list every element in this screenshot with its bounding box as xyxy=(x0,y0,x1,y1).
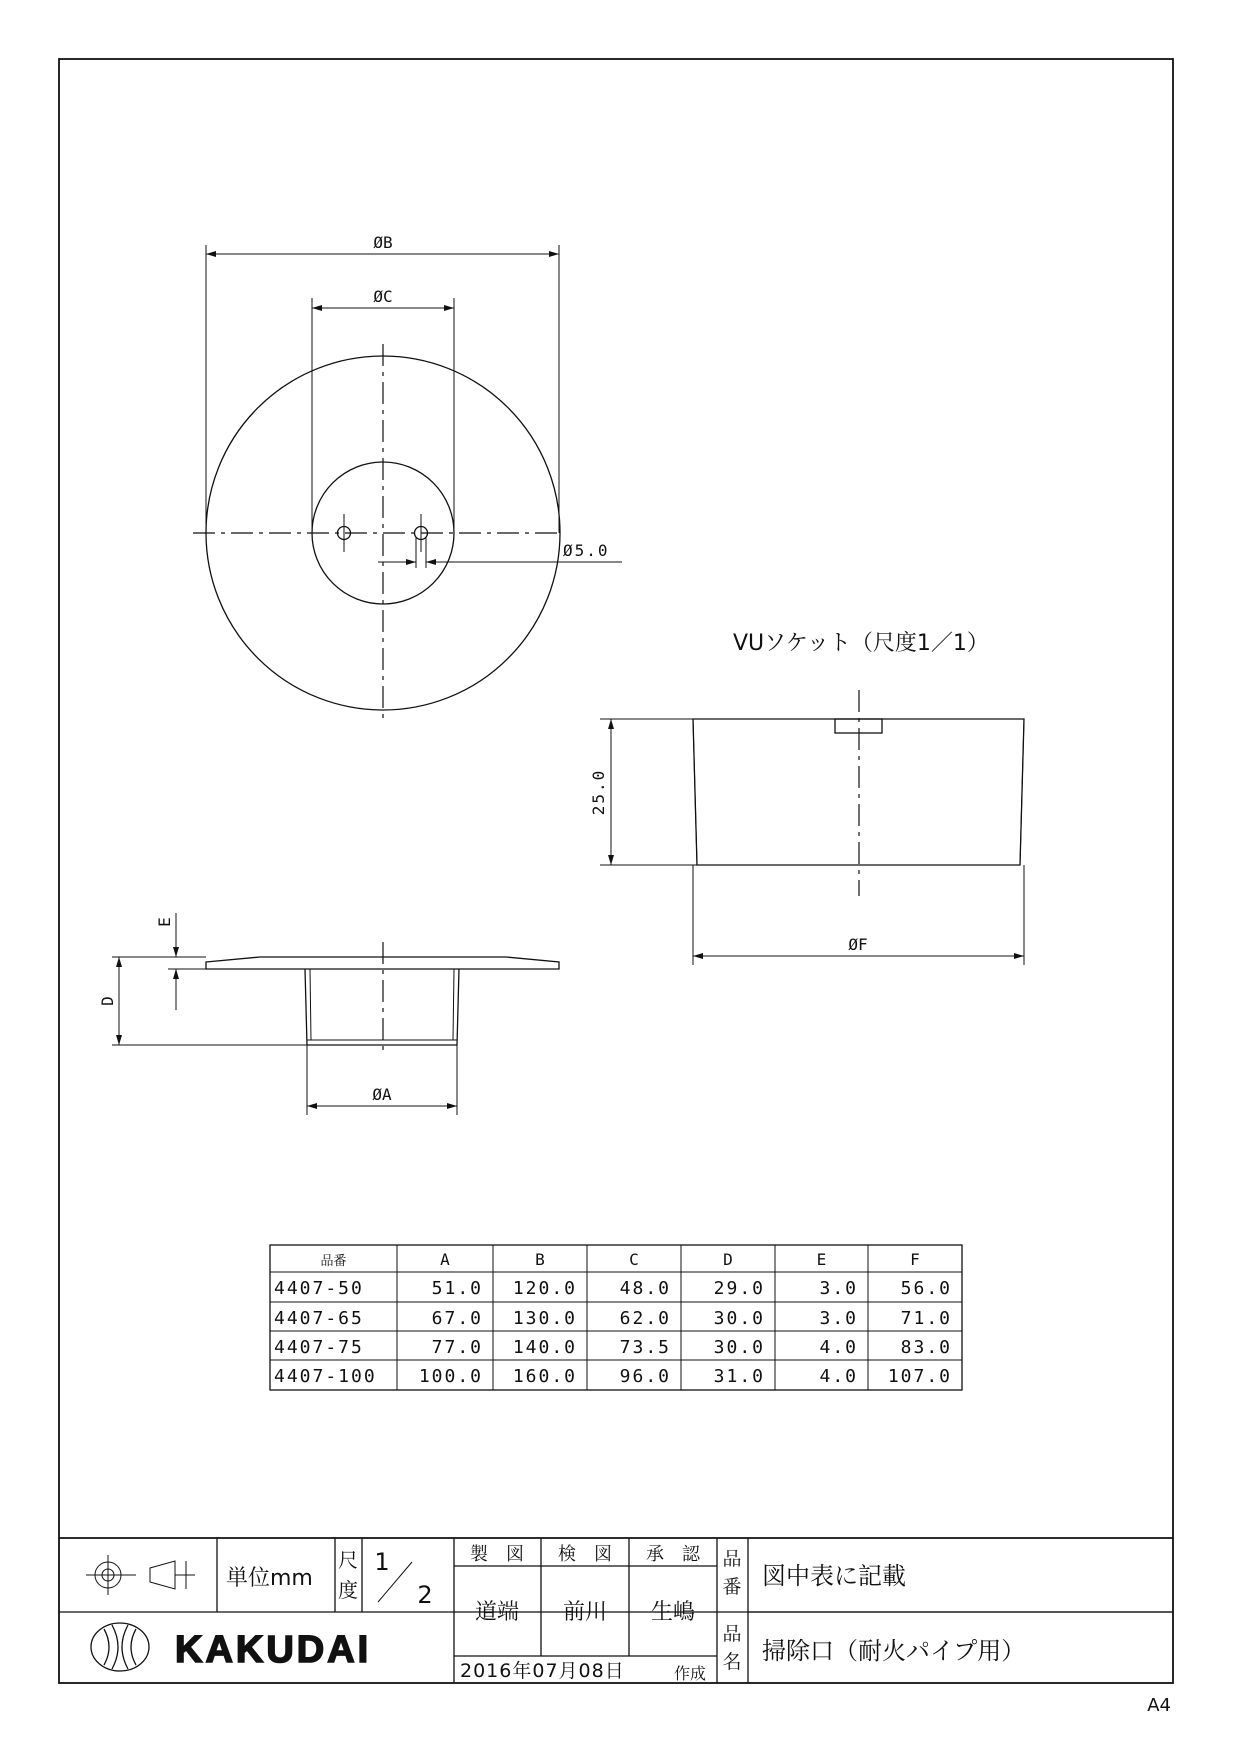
date-text: 2016年07月08日 xyxy=(460,1660,625,1682)
dim-label-c: ØC xyxy=(373,287,393,306)
scale-numerator: 1 xyxy=(374,1548,390,1576)
part-name-label-1: 品 xyxy=(722,1623,742,1645)
table-cell: 120.0 xyxy=(512,1278,577,1299)
table-cell: 56.0 xyxy=(900,1278,952,1299)
table-cell: 62.0 xyxy=(619,1308,671,1329)
paper-size: A4 xyxy=(1147,1695,1171,1716)
body-profile xyxy=(305,969,459,1045)
table-header-cell: 品番 xyxy=(320,1254,347,1269)
dim-label-d: D xyxy=(98,996,117,1006)
checked-label: 検 図 xyxy=(558,1544,612,1565)
dim-label-socket-height: 25.0 xyxy=(589,768,608,816)
dim-label-e: E xyxy=(155,917,174,927)
socket-title: VUソケット（尺度1／1） xyxy=(733,631,989,656)
table-cell: 140.0 xyxy=(512,1337,577,1358)
table-row-part-number: 4407-50 xyxy=(274,1278,364,1299)
table-cell: 107.0 xyxy=(887,1366,952,1387)
table-cell: 3.0 xyxy=(819,1278,858,1299)
unit-label: 単位mm xyxy=(226,1566,313,1591)
table-header-cell: F xyxy=(910,1250,920,1269)
table-header-cell: D xyxy=(723,1250,733,1269)
checked-by: 前川 xyxy=(562,1600,608,1625)
table-cell: 3.0 xyxy=(819,1308,858,1329)
approved-by: 生嶋 xyxy=(650,1600,696,1625)
table-cell: 51.0 xyxy=(431,1278,483,1299)
part-name-label-2: 名 xyxy=(722,1651,742,1673)
drafted-by: 道端 xyxy=(474,1600,520,1625)
table-cell: 71.0 xyxy=(900,1308,952,1329)
part-name-value: 掃除口（耐火パイプ用） xyxy=(762,1637,1026,1665)
table-cell: 48.0 xyxy=(619,1278,671,1299)
table-header-cell: A xyxy=(440,1250,450,1269)
table-cell: 67.0 xyxy=(431,1308,483,1329)
vu-socket-view xyxy=(589,631,1024,965)
projection-symbol-icon xyxy=(86,1555,195,1595)
dim-label-b: ØB xyxy=(373,233,393,252)
dim-label-a: ØA xyxy=(372,1085,392,1104)
drafted-label: 製 図 xyxy=(470,1544,524,1565)
table-row-part-number: 4407-75 xyxy=(274,1337,364,1358)
table-cell: 130.0 xyxy=(512,1308,577,1329)
created-label: 作成 xyxy=(674,1664,707,1683)
scale-label-1: 尺 xyxy=(338,1548,358,1572)
table-header-cell: C xyxy=(629,1250,639,1269)
table-row-part-number: 4407-65 xyxy=(274,1308,364,1329)
dim-label-f: ØF xyxy=(848,935,868,954)
title-block xyxy=(59,1538,1173,1683)
brand-text: KAKUDAI xyxy=(175,1629,372,1671)
part-no-value: 図中表に記載 xyxy=(762,1562,906,1590)
kakudai-logo xyxy=(91,1623,371,1671)
drawing-border xyxy=(59,59,1173,1683)
table-cell: 73.5 xyxy=(619,1337,671,1358)
table-cell: 96.0 xyxy=(619,1366,671,1387)
table-cell: 83.0 xyxy=(900,1337,952,1358)
table-header-cell: B xyxy=(535,1250,545,1269)
table-row-part-number: 4407-100 xyxy=(274,1366,377,1387)
table-cell: 30.0 xyxy=(713,1337,765,1358)
table-header-cell: E xyxy=(816,1250,827,1269)
dim-label-hole: Ø5.0 xyxy=(563,541,610,560)
top-view xyxy=(193,233,622,724)
spec-table xyxy=(270,1245,962,1390)
scale-denominator: 2 xyxy=(417,1581,433,1609)
approved-label: 承 認 xyxy=(646,1544,700,1565)
side-view xyxy=(98,913,559,1115)
table-cell: 4.0 xyxy=(819,1337,858,1358)
table-cell: 30.0 xyxy=(713,1308,765,1329)
table-cell: 77.0 xyxy=(431,1337,483,1358)
table-cell: 4.0 xyxy=(819,1366,858,1387)
table-cell: 160.0 xyxy=(512,1366,577,1387)
table-cell: 29.0 xyxy=(713,1278,765,1299)
scale-label-2: 度 xyxy=(338,1578,358,1602)
part-no-label-2: 番 xyxy=(722,1576,742,1598)
table-cell: 100.0 xyxy=(418,1366,483,1387)
table-cell: 31.0 xyxy=(713,1366,765,1387)
part-no-label-1: 品 xyxy=(722,1548,742,1570)
